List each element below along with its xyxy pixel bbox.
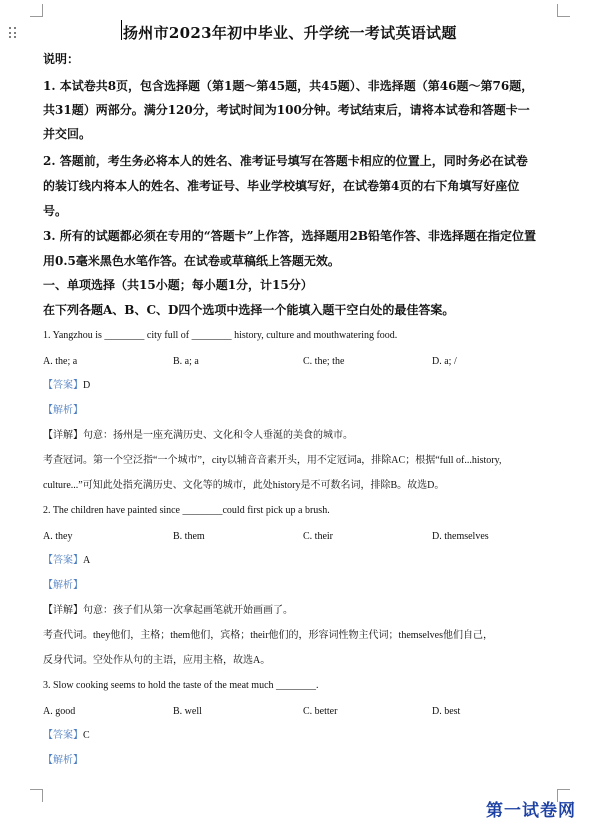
instruction-line: 并交回。 xyxy=(43,127,92,141)
page-corner-mark-bottom-left xyxy=(30,789,43,802)
analysis-label: 【解析】 xyxy=(43,580,83,591)
answer-value: A xyxy=(83,555,91,566)
section-direction: 在下列各题A、B、C、D四个选项中选择一个能填入题干空白处的最佳答案。 xyxy=(43,303,455,317)
instruction-line: 用0.5毫米黑色水笔作答。在试卷或草稿纸上答题无效。 xyxy=(43,254,340,268)
question-stem: 1. Yangzhou is ________ city full of ________ history, culture and mouthwatering food. xyxy=(43,330,398,341)
detail-line: 考查代词。they他们，主格；them他们，宾格；their他们的，形容词性物主代词；themselves他们自己， xyxy=(43,630,493,641)
option-c: C. better xyxy=(303,706,338,717)
instruction-line: 1. 本试卷共8页，包含选择题（第1题～第45题，共45题）、非选择题（第46题～第76题， xyxy=(43,79,534,93)
answer-value: D xyxy=(83,380,91,391)
answer-line xyxy=(43,556,90,566)
question-stem: 3. Slow cooking seems to hold the taste of the meat much ________. xyxy=(43,680,319,691)
answer-label: 【答案】 xyxy=(43,380,83,391)
option-b: B. well xyxy=(173,706,202,717)
option-c: C. the; the xyxy=(303,356,345,367)
option-a: A. they xyxy=(43,531,73,542)
answer-value: C xyxy=(83,730,90,741)
answer-label: 【答案】 xyxy=(43,730,83,741)
instruction-line: 3. 所有的试题都必须在专用的“答题卡”上作答，选择题用2B铅笔作答、非选择题在指定位置 xyxy=(43,229,537,243)
detail-line: culture...”可知此处指充满历史、文化等的城市，此处history是不可数名词，排除B。故选D。 xyxy=(43,480,445,491)
analysis-label: 【解析】 xyxy=(43,405,83,416)
section-heading: 一、单项选择（共15小题；每小题1分，计15分） xyxy=(43,278,313,292)
page-corner-mark-top-right xyxy=(557,4,570,17)
option-c: C. their xyxy=(303,531,333,542)
answer-line xyxy=(43,381,90,391)
option-d: D. themselves xyxy=(432,531,489,542)
answer-label: 【答案】 xyxy=(43,555,83,566)
instruction-line: 的装订线内将本人的姓名、准考证号、毕业学校填写好，在试卷第4页的右下角填写好座位 xyxy=(43,179,520,193)
document-title: 扬州市2023年初中毕业、升学统一考试英语试题 xyxy=(123,24,457,42)
option-a: A. good xyxy=(43,706,76,717)
detail-line: 反身代词。空处作从句的主语，应用主格，故选A。 xyxy=(43,655,271,666)
instruction-line: 2. 答题前，考生务必将本人的姓名、准考证号填写在答题卡相应的位置上，同时务必在试卷 xyxy=(43,154,528,168)
detail-line: 考查冠词。第一个空泛指“一个城市”，city以辅音音素开头，用不定冠词a，排除AC；根据“full of...history, xyxy=(43,455,502,466)
instructions-heading: 说明： xyxy=(43,52,80,66)
page-corner-mark-top-left xyxy=(30,4,43,17)
option-d: D. best xyxy=(432,706,461,717)
analysis-label: 【解析】 xyxy=(43,755,83,766)
text-cursor xyxy=(121,20,122,40)
option-d: D. a; / xyxy=(432,356,457,367)
site-watermark: 第一试卷网 xyxy=(486,801,576,821)
detail-line: 【详解】句意：扬州是一座充满历史、文化和令人垂涎的美食的城市。 xyxy=(43,430,353,441)
drag-handle-icon[interactable] xyxy=(9,27,17,39)
option-a: A. the; a xyxy=(43,356,78,367)
question-stem: 2. The children have painted since ________could first pick up a brush. xyxy=(43,505,330,516)
instruction-line: 共31题）两部分。满分120分，考试时间为100分钟。考试结束后，请将本试卷和答题卡一 xyxy=(43,103,530,117)
instruction-line: 号。 xyxy=(43,204,68,218)
option-b: B. a; a xyxy=(173,356,199,367)
option-b: B. them xyxy=(173,531,205,542)
answer-line xyxy=(43,731,90,741)
detail-line: 【详解】句意：孩子们从第一次拿起画笔就开始画画了。 xyxy=(43,605,293,616)
